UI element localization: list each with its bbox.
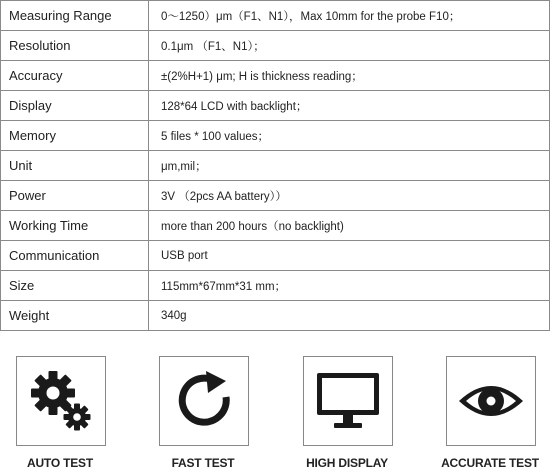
spec-label: Weight <box>1 301 149 331</box>
spec-row-power <box>1 181 550 211</box>
feature-label: ACCURATE TEST <box>441 456 539 470</box>
spec-label: Communication <box>1 241 149 271</box>
spec-value: 340g <box>149 301 550 331</box>
feature-fast-test <box>143 356 263 472</box>
spec-row-memory <box>1 121 550 151</box>
spec-label: Resolution <box>1 31 149 61</box>
feature-accurate-test <box>430 356 550 472</box>
feature-label: HIGH DISPLAY <box>306 456 388 470</box>
spec-label: Accuracy <box>1 61 149 91</box>
spec-label: Measuring Range <box>1 1 149 31</box>
feature-icon-box <box>159 356 249 446</box>
spec-row-display <box>1 91 550 121</box>
spec-value: 0.1μm （F1、N1）； <box>149 31 550 61</box>
feature-icon-box <box>446 356 536 446</box>
spec-row-weight <box>1 301 550 331</box>
spec-value: more than 200 hours（no backlight) <box>149 211 550 241</box>
spec-label: Display <box>1 91 149 121</box>
spec-label: Power <box>1 181 149 211</box>
spec-value: USB port <box>149 241 550 271</box>
spec-label: Size <box>1 271 149 301</box>
spec-row-communication <box>1 241 550 271</box>
spec-label: Unit <box>1 151 149 181</box>
spec-value: μm,mil； <box>149 151 550 181</box>
feature-label: AUTO TEST <box>27 456 93 470</box>
feature-label: FAST TEST <box>171 456 235 470</box>
feature-row <box>0 356 550 472</box>
spec-row-measuring-range <box>1 1 550 31</box>
feature-auto-test <box>0 356 120 472</box>
spec-row-working-time <box>1 211 550 241</box>
spec-value: ±(2%H+1) μm; H is thickness reading； <box>149 61 550 91</box>
spec-value: 3V （2pcs AA battery）） <box>149 181 550 211</box>
spec-row-unit <box>1 151 550 181</box>
spec-row-accuracy <box>1 61 550 91</box>
spec-value: 128*64 LCD with backlight； <box>149 91 550 121</box>
eye-icon <box>457 367 525 435</box>
feature-icon-box <box>303 356 393 446</box>
spec-row-size <box>1 271 550 301</box>
gears-icon <box>27 367 95 435</box>
spec-label: Working Time <box>1 211 149 241</box>
spec-value: 5 files * 100 values； <box>149 121 550 151</box>
spec-value: 0～1250）μm（F1、N1），Max 10mm for the probe F10； <box>149 1 550 31</box>
refresh-icon <box>170 367 238 435</box>
spec-row-resolution <box>1 31 550 61</box>
feature-icon-box <box>16 356 106 446</box>
spec-label: Memory <box>1 121 149 151</box>
spec-value: 115mm*67mm*31 mm； <box>149 271 550 301</box>
monitor-icon <box>314 367 382 435</box>
feature-high-display <box>287 356 407 472</box>
